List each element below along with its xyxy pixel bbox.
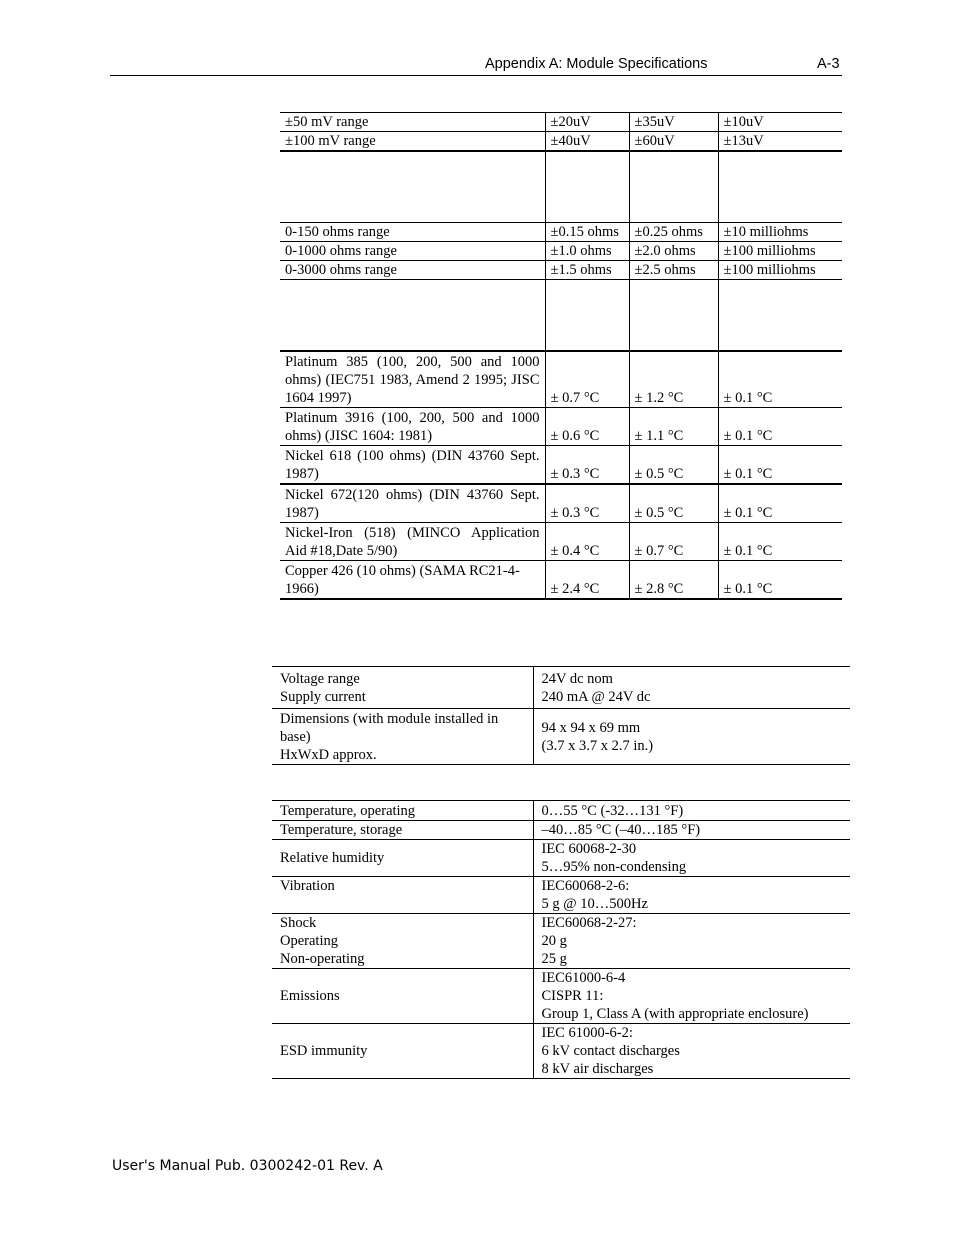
env-value	[533, 1024, 850, 1079]
table-row	[272, 914, 850, 969]
dimensions-labels	[272, 709, 533, 765]
accuracy-table	[280, 112, 842, 600]
voltage-value: 24V dc nom	[541, 671, 613, 687]
shock-label: Shock	[280, 915, 317, 931]
shock-operating-value: 20 g	[541, 933, 567, 949]
resolution: ± 0.1 °C	[718, 484, 842, 523]
env-value	[533, 914, 850, 969]
env-value	[533, 877, 850, 914]
humidity-standard: IEC 60068-2-30	[541, 841, 637, 857]
current-value: 240 mA @ 24V dc	[541, 689, 651, 705]
footer-publication: User's Manual Pub. 0300242-01 Rev. A	[112, 1158, 383, 1174]
accuracy-full-range: ±0.25 ohms	[629, 223, 718, 242]
env-label: Emissions	[272, 969, 533, 1024]
resolution: ± 0.1 °C	[718, 446, 842, 485]
vibration-spec: 5 g @ 10…500Hz	[541, 896, 648, 912]
accuracy-25c: ± 0.3 °C	[545, 446, 629, 485]
rtd-type-label: Platinum 3916 (100, 200, 500 and 1000 ohms) (JISC 1604: 1981)	[280, 408, 545, 446]
accuracy-full-range: ±2.0 ohms	[629, 242, 718, 261]
env-label: Relative humidity	[272, 840, 533, 877]
table-row	[272, 1024, 850, 1079]
dimensions-values	[533, 709, 850, 765]
table-row	[272, 840, 850, 877]
accuracy-full-range: ± 2.8 °C	[629, 561, 718, 600]
accuracy-full-range: ±35uV	[629, 113, 718, 132]
accuracy-25c: ±1.5 ohms	[545, 261, 629, 280]
env-value: –40…85 °C (–40…185 °F)	[533, 821, 850, 840]
esd-contact: 6 kV contact discharges	[541, 1043, 680, 1059]
resolution: ±10uV	[718, 113, 842, 132]
accuracy-full-range: ± 1.2 °C	[629, 351, 718, 408]
table-row	[272, 801, 850, 821]
table-row	[272, 667, 850, 709]
accuracy-full-range: ± 1.1 °C	[629, 408, 718, 446]
table-row	[280, 484, 842, 523]
power-dimensions-table	[272, 666, 850, 765]
environmental-table	[272, 800, 850, 1079]
dimensions-in: (3.7 x 3.7 x 2.7 in.)	[541, 738, 654, 754]
accuracy-25c: ± 0.4 °C	[545, 523, 629, 561]
resolution: ±100 milliohms	[718, 242, 842, 261]
range-label: ±100 mV range	[280, 132, 545, 152]
accuracy-25c: ±20uV	[545, 113, 629, 132]
power-labels	[272, 667, 533, 709]
env-label: Vibration	[272, 877, 533, 914]
env-label: Temperature, storage	[272, 821, 533, 840]
env-label	[272, 914, 533, 969]
voltage-label: Voltage range	[280, 671, 360, 687]
table-row	[280, 113, 842, 132]
rtd-type-label: Nickel 672(120 ohms) (DIN 43760 Sept. 1987)	[280, 484, 545, 523]
resolution: ± 0.1 °C	[718, 523, 842, 561]
accuracy-25c: ± 0.6 °C	[545, 408, 629, 446]
blank-row	[280, 280, 842, 352]
shock-nonoperating-label: Non-operating	[280, 951, 365, 967]
accuracy-full-range: ± 0.5 °C	[629, 484, 718, 523]
env-label: ESD immunity	[272, 1024, 533, 1079]
range-label: ±50 mV range	[280, 113, 545, 132]
blank-row	[280, 151, 842, 223]
rtd-type-label: Platinum 385 (100, 200, 500 and 1000 ohms) (IEC751 1983, Amend 2 1995; JISC 1604 1997)	[280, 351, 545, 408]
resolution: ±100 milliohms	[718, 261, 842, 280]
accuracy-full-range: ± 0.7 °C	[629, 523, 718, 561]
accuracy-25c: ± 2.4 °C	[545, 561, 629, 600]
table-row	[280, 132, 842, 152]
table-row	[272, 709, 850, 765]
shock-nonoperating-value: 25 g	[541, 951, 567, 967]
env-value	[533, 969, 850, 1024]
table-row	[272, 821, 850, 840]
resolution: ± 0.1 °C	[718, 561, 842, 600]
table-row	[280, 223, 842, 242]
dimensions-approx-label: HxWxD approx.	[280, 747, 377, 763]
header-title: Appendix A: Module Specifications	[485, 56, 708, 72]
esd-standard: IEC 61000-6-2:	[541, 1025, 633, 1041]
table-row	[280, 351, 842, 408]
range-label: 0-1000 ohms range	[280, 242, 545, 261]
rtd-type-label: Nickel-Iron (518) (MINCO Application Aid #18,Date 5/90)	[280, 523, 545, 561]
accuracy-25c: ± 0.7 °C	[545, 351, 629, 408]
emissions-cispr: CISPR 11:	[541, 988, 604, 1004]
range-label: 0-3000 ohms range	[280, 261, 545, 280]
resolution: ±10 milliohms	[718, 223, 842, 242]
page-number: A-3	[817, 56, 840, 72]
table-row	[280, 561, 842, 600]
accuracy-25c: ±1.0 ohms	[545, 242, 629, 261]
emissions-class: Group 1, Class A (with appropriate enclosure)	[541, 1006, 809, 1022]
accuracy-25c: ± 0.3 °C	[545, 484, 629, 523]
header-rule	[110, 75, 842, 76]
env-value: 0…55 °C (-32…131 °F)	[533, 801, 850, 821]
accuracy-full-range: ±2.5 ohms	[629, 261, 718, 280]
current-label: Supply current	[280, 689, 366, 705]
table-row	[272, 877, 850, 914]
table-row	[280, 446, 842, 485]
emissions-standard: IEC61000-6-4	[541, 970, 626, 986]
power-values	[533, 667, 850, 709]
accuracy-full-range: ± 0.5 °C	[629, 446, 718, 485]
resolution: ± 0.1 °C	[718, 408, 842, 446]
resolution: ±13uV	[718, 132, 842, 152]
range-label: 0-150 ohms range	[280, 223, 545, 242]
table-row	[280, 242, 842, 261]
dimensions-label: Dimensions (with module installed in base)	[280, 711, 499, 745]
resolution: ± 0.1 °C	[718, 351, 842, 408]
shock-standard: IEC60068-2-27:	[541, 915, 637, 931]
dimensions-mm: 94 x 94 x 69 mm	[541, 720, 641, 736]
rtd-type-label: Nickel 618 (100 ohms) (DIN 43760 Sept. 1987)	[280, 446, 545, 485]
env-value	[533, 840, 850, 877]
table-row	[280, 408, 842, 446]
vibration-standard: IEC60068-2-6:	[541, 878, 630, 894]
table-row	[272, 969, 850, 1024]
shock-operating-label: Operating	[280, 933, 338, 949]
accuracy-25c: ±0.15 ohms	[545, 223, 629, 242]
table-row	[280, 523, 842, 561]
esd-air: 8 kV air discharges	[541, 1061, 654, 1077]
accuracy-25c: ±40uV	[545, 132, 629, 152]
env-label: Temperature, operating	[272, 801, 533, 821]
rtd-type-label: Copper 426 (10 ohms) (SAMA RC21-4-1966)	[280, 561, 545, 600]
table-row	[280, 261, 842, 280]
humidity-range: 5…95% non-condensing	[541, 859, 687, 875]
accuracy-full-range: ±60uV	[629, 132, 718, 152]
